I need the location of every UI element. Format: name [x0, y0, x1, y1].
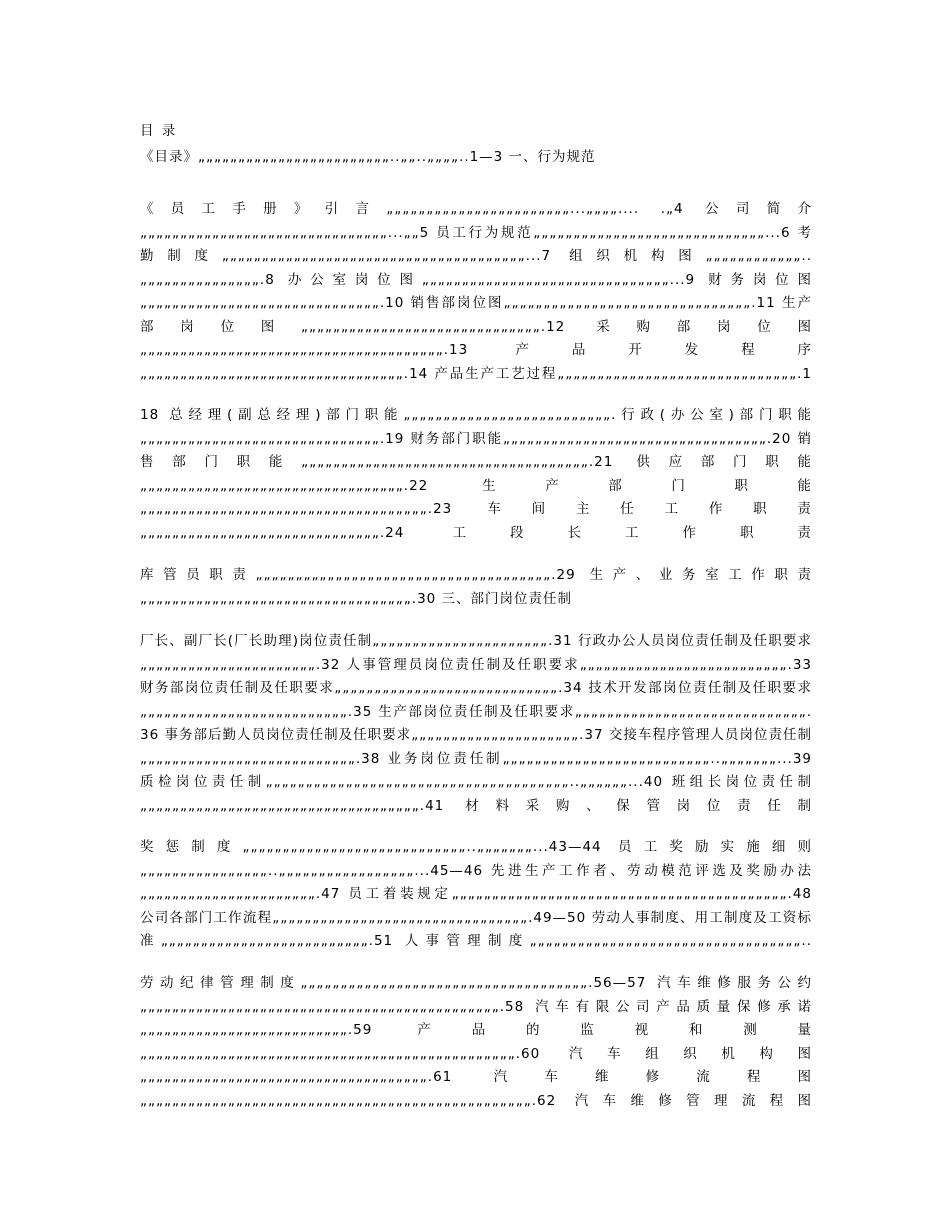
toc-paragraph-3: 18 总经理(副总经理)部门职能„„„„„„„„„„„„„„„„„„„„„„„„„„.行政(办公室)部门职能„„„„„„„„„„„„„„„„„„„„„„„„„„„„„„.19 财务部门职能„„„„„„„„„„„„„„„„„„„„„„„„„„„„„„„„„.20 销售部门职能„„„„„„„„„„„„„„„„„„„„„„„„„„„„„„„„„„„„.21 供应部门职能„„„„„„„„„„„„„„„„„„„„„„„„„„„„„„„„„.22 生产部门职能„„„„„„„„„„„„„„„„„„„„„„„„„„„„„„„„„„„„.23 车间主任工作职责„„„„„„„„„„„„„„„„„„„„„„„„„„„„„„.24 工段长工作职责: [140, 407, 812, 541]
toc-paragraph-4: 库管员职责„„„„„„„„„„„„„„„„„„„„„„„„„„„„„„„„„„„„„.29 生产、业务室工作职责„„„„„„„„„„„„„„„„„„„„„„„„„„„„„„„„„„.30 三、部门岗位责任制: [140, 567, 812, 607]
toc-paragraph-6: 奖惩制度„„„„„„„„„„„„„„„„„„„„„„„„„„„„..„„„„„„„...43—44 员工奖励实施细则„„„„„„„„„„„„„„„„..„„„„„„„„„„„„„„„„„...45—46 先进生产工作者、劳动模范评选及奖励办法„„„„„„„„„„„„„„„„„„„„„„.47 员工着装规定„„„„„„„„„„„„„„„„„„„„„„„„„„„„„„„„„„„„„„„„„„.48 公司各部门工作流程„„„„„„„„„„„„„„„„„„„„„„„„„„„„„„„„.49—50 劳动人事制度、用工制度及工资标准„„„„„„„„„„„„„„„„„„„„„„„„„„.51 人事管理制度„„„„„„„„„„„„„„„„„„„„„„„„„„„„„„„„„„..: [140, 839, 812, 949]
toc-title: 目 录: [140, 123, 178, 139]
toc-paragraph-7: 劳动纪律管理制度„„„„„„„„„„„„„„„„„„„„„„„„„„„„„„„„„„„„.56—57 汽车维修服务公约„„„„„„„„„„„„„„„„„„„„„„„„„„„„„„„„„„„„„„„„„„„„„.58 汽车有限公司产品质量保修承诺„„„„„„„„„„„„„„„„„„„„„„„„„„.59 产品的监视和测量„„„„„„„„„„„„„„„„„„„„„„„„„„„„„„„„„„„„„„„„„„„„„„„.60 汽车组织机构图„„„„„„„„„„„„„„„„„„„„„„„„„„„„„„„„„„„„.61 汽车维修流程图„„„„„„„„„„„„„„„„„„„„„„„„„„„„„„„„„„„„„„„„„„„„„„„„„.62 汽车维修管理流程图: [140, 975, 812, 1109]
toc-paragraph-2: 《员工手册》引言„„„„„„„„„„„„„„„„„„„„„„„...„„„„.... .„4 公司简介„„„„„„„„„„„„„„„„„„„„„„„„„„„„„„„...„„5 员工行为规范„„„„„„„„„„„„„„„„„„„„„„„„„„„„„...6 考勤制度„„„„„„„„„„„„„„„„„„„„„„„„„„„„„„„„„„„„„„...7 组织机构图„„„„„„„„„„„„..„„„„„„„„„„„„„„„.8 办公室岗位图„„„„„„„„„„„„„„„„„„„„„„„„„„„„„„„...9 财务岗位图„„„„„„„„„„„„„„„„„„„„„„„„„„„„„„.10 销售部岗位图„„„„„„„„„„„„„„„„„„„„„„„„„„„„„„„.11 生产部岗位图„„„„„„„„„„„„„„„„„„„„„„„„„„„„„„.12 采购部岗位图„„„„„„„„„„„„„„„„„„„„„„„„„„„„„„„„„„„„„„.13 产品开发程序„„„„„„„„„„„„„„„„„„„„„„„„„„„„„„„„„.14 产品生产工艺过程„„„„„„„„„„„„„„„„„„„„„„„„„„„„„„.1: [140, 201, 812, 382]
toc-paragraph-5: 厂长、副厂长(厂长助理)岗位责任制„„„„„„„„„„„„„„„„„„„„„„.31 行政办公人员岗位责任制及任职要求„„„„„„„„„„„„„„„„„„„„„„.32 人事管理员岗位责任制及任职要求„„„„„„„„„„„„„„„„„„„„„„„„„„.33 财务部岗位责任制及任职要求„„„„„„„„„„„„„„„„„„„„„„„„„„„„.34 技术开发部岗位责任制及任职要求„„„„„„„„„„„„„„„„„„„„„„„„„„.35 生产部岗位责任制及任职要求„„„„„„„„„„„„„„„„„„„„„„„„„„„„„.36 事务部后勤人员岗位责任制及任职要求„„„„„„„„„„„„„„„„„„„„„.37 交接车程序管理人员岗位责任制„„„„„„„„„„„„„„„„„„„„„„„„„„„.38 业务岗位责任制„„„„„„„„„„„„„„„„„„„„„„„„„„..„„„„„„„...39 质检岗位责任制„„„„„„„„„„„„„„„„„„„„„„„„„„„„„„„„„„„„„„..„„„„„„...40 班组长岗位责任制„„„„„„„„„„„„„„„„„„„„„„„„„„„„„„„„„„„.41 材料采购、保管岗位责任制: [140, 633, 812, 814]
toc-paragraph-1: 《目录》„„„„„„„„„„„„„„„„„„„„„„„„..„„..„„„„..1—3 一、行为规范: [140, 149, 596, 165]
